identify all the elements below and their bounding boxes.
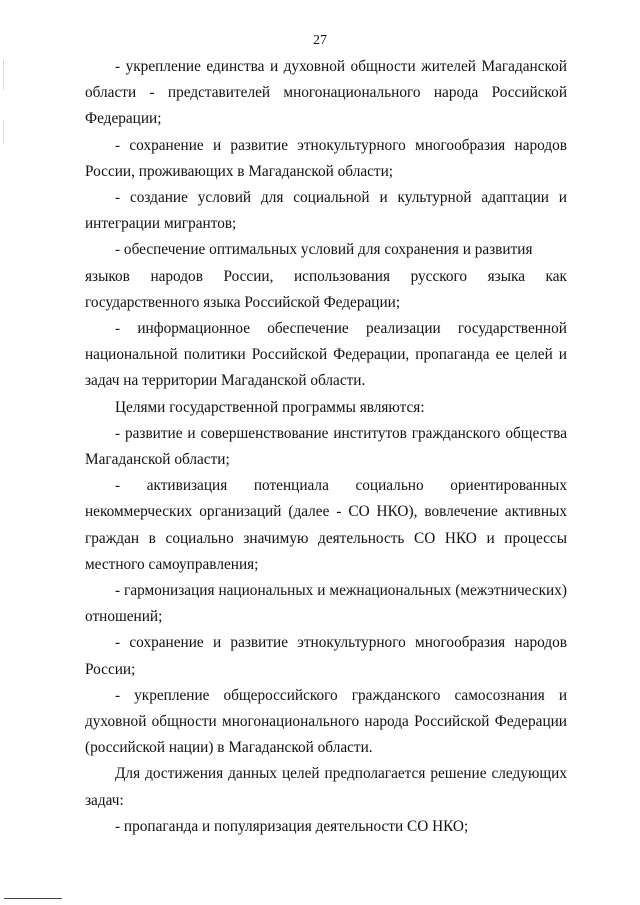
paragraph-unity: - укрепление единства и духовной общности жителей Магаданской области - представителей многонационального народа Российской Федерации; (85, 58, 567, 128)
paragraph-propaganda: - пропаганда и популяризация деятельности СО НКО; (115, 817, 469, 835)
paragraph-conditions-line2 (85, 264, 567, 290)
paragraph-migrants: - создание условий для социальной и культурной адаптации и интеграции мигрантов; (85, 189, 567, 233)
paragraph-civil-society: - развитие и совершенствование институтов гражданского общества Магаданской области; (85, 424, 567, 469)
paragraph-conditions-line1: - обеспечение оптимальных условий для сохранения и развития (115, 241, 533, 259)
paragraph-conditions-line3: государственного языка Российской Федерации; (85, 293, 401, 311)
word: социально (355, 477, 424, 495)
word: - (115, 320, 121, 338)
word: русского (410, 267, 468, 285)
word: реализации (365, 320, 441, 338)
word: использования (293, 267, 391, 285)
paragraph-nko-rest: некоммерческих организаций (далее - СО НКО), вовлечение активных граждан в социально значимую деятельность СО НКО и процессы местного самоуправления; (85, 503, 567, 573)
paragraph-diversity: - сохранение и развитие этнокультурного многообразия народов России; (85, 634, 567, 678)
paragraph-information-rest: национальной политики Российской Федерации, пропаганда ее целей и задач на территории Магаданской области. (85, 346, 567, 390)
edge-mark-top (3, 60, 4, 90)
word: государственной (457, 320, 567, 338)
word: потенциала (253, 477, 329, 495)
word: активизация (146, 477, 228, 495)
document-body (85, 54, 567, 840)
word: ориентированных (450, 477, 567, 495)
edge-mark-middle (3, 120, 4, 144)
word: информационное (137, 320, 251, 338)
paragraph-information-line1 (85, 316, 567, 342)
word: народов (150, 267, 203, 285)
paragraph-ethnocultural: - сохранение и развитие этнокультурного многообразия народов России, проживающих в Магаданской области; (85, 136, 567, 180)
word: - (115, 477, 121, 495)
paragraph-self-awareness: - укрепление общероссийского гражданского самосознания и духовной общности многонационального народа Российской Федерации (российской нации) в Магаданской области. (85, 686, 567, 757)
word: языков (85, 267, 130, 285)
paragraph-nko-line1 (85, 473, 567, 499)
word: обеспечение (267, 320, 349, 338)
footer-rule (4, 898, 62, 899)
word: языка (487, 267, 525, 285)
word: как (545, 267, 567, 285)
paragraph-harmonization: - гармонизация национальных и межнациональных (межэтнических) отношений; (85, 582, 567, 626)
paragraph-tasks-intro: Для достижения данных целей предполагается решение следующих задач: (85, 765, 567, 809)
word: России, (223, 267, 274, 285)
paragraph-goals-intro: Целями государственной программы являются: (115, 398, 425, 416)
page-number: 27 (313, 33, 327, 48)
